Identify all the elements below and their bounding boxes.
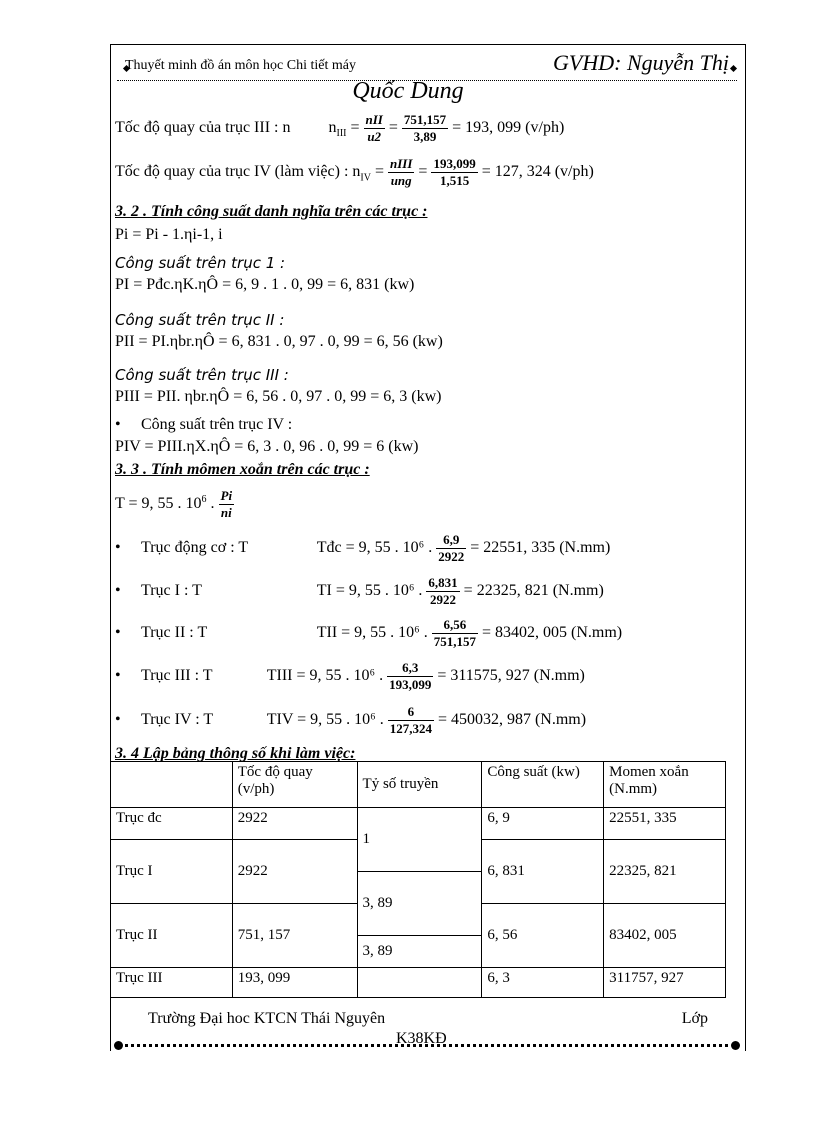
footer-school: Trường Đại hoc KTCN Thái Nguyên: [148, 1010, 386, 1027]
fraction: $\frac{6,56}{751,157}$: [433, 617, 476, 649]
ratio-cell: 1: [357, 808, 482, 872]
table-row: Trục I 2922 6, 831 22325, 821: [111, 840, 726, 872]
ratio-cell: 3, 89: [357, 872, 482, 936]
fraction: $\frac{6,831}{2922}$: [428, 575, 458, 607]
page-header: [117, 52, 737, 81]
header-left-text: Thuyết minh đồ án môn học Chi tiết máy: [125, 58, 356, 73]
header-speed: Tốc độ quay (v/ph): [232, 762, 357, 808]
pi-formula: Pi = Pi - 1.ηi-1, i: [115, 226, 223, 243]
speed-shaft-3: Tốc độ quay của trục III : n $n_{III}$ = $\frac{\text{nII}}{u2}$ = $\frac{751,157}{3,89}$ = 193, 099 (v/ph): [115, 112, 565, 144]
header-right-text: GVHD: Nguyễn Thị: [553, 50, 729, 75]
footer-rule: [118, 1044, 736, 1047]
ratio-cell: 3, 89: [357, 936, 482, 968]
header-ratio: Tỷ số truyền: [357, 762, 482, 808]
p1-title: Công suất trên trục 1 :: [115, 254, 286, 272]
table-header-row: [111, 762, 726, 808]
footer-class: K38KĐ: [396, 1030, 447, 1047]
footer-class-label: Lớp: [681, 1010, 708, 1027]
p4-formula: PIV = PIII.ηX.ηÔ = 6, 3 . 0, 96 . 0, 99 = 6 (kw): [115, 438, 419, 455]
fraction: $\frac{193,099}{1,515}$: [433, 156, 476, 188]
section-3-3-heading: 3. 3 . Tính mômen xoắn trên các trục :: [115, 461, 370, 478]
p4-title: • Công suất trên trục IV :: [115, 416, 293, 433]
fraction: $\frac{6}{127,324}$: [389, 704, 432, 736]
footer-left-dot: [114, 1041, 123, 1050]
torque-item: • Trục III : T TIII = 9, 55 . 10⁶ . $\frac{6,3}{193,099}$ = 311575, 927 (N.mm): [115, 660, 585, 692]
torque-item: • Trục II : T TII = 9, 55 . 10⁶ . $\frac{6,56}{751,157}$ = 83402, 005 (N.mm): [115, 617, 623, 649]
torque-item: • Trục IV : T TIV = 9, 55 . 10⁶ . $\frac{6}{127,324}$ = 450032, 987 (N.mm): [115, 704, 587, 736]
p1-formula: PI = Pđc.ηK.ηÔ = 6, 9 . 1 . 0, 99 = 6, 831 (kw): [115, 276, 415, 293]
fraction: $\frac{\text{nIII}}{\text{ung}}$: [389, 156, 413, 188]
torque-formula: T = 9, 55 . $10^6$ . $\frac{Pi}{ni}$: [115, 488, 233, 520]
p2-title: Công suất trên trục II :: [115, 311, 285, 329]
parameter-table: [110, 761, 726, 998]
fraction: $\frac{Pi}{ni}$: [220, 488, 233, 520]
torque-item: • Trục I : T TI = 9, 55 . 10⁶ . $\frac{6,831}{2922}$ = 22325, 821 (N.mm): [115, 575, 604, 607]
table-row: Trục II 751, 157 6, 56 83402, 005: [111, 904, 726, 936]
p2-formula: PII = PI.ηbr.ηÔ = 6, 831 . 0, 97 . 0, 99 = 6, 56 (kw): [115, 333, 443, 350]
fraction: $\frac{751,157}{3,89}$: [403, 112, 447, 144]
header-continuation: Quốc Dung: [352, 78, 464, 104]
p3-title: Công suất trên trục III :: [115, 366, 289, 384]
table-row: Trục III 193, 099 6, 3 311757, 927: [111, 968, 726, 998]
fraction: $\frac{6,3}{193,099}$: [389, 660, 432, 692]
footer-right-dot: [731, 1041, 740, 1050]
fraction: $\frac{6,9}{2922}$: [438, 532, 465, 564]
p3-formula: PIII = PII. ηbr.ηÔ = 6, 56 . 0, 97 . 0, 99 = 6, 3 (kw): [115, 388, 442, 405]
section-3-4-heading: 3. 4 Lập bảng thông số khi làm việc:: [115, 745, 356, 762]
section-3-2-heading: 3. 2 . Tính công suất danh nghĩa trên các trục :: [115, 203, 428, 220]
speed-shaft-4: Tốc độ quay của trục IV (làm việc) : $n_{IV}$ = $\frac{\text{nIII}}{\text{ung}}$ = $\frac{193,099}{1,515}$ = 127, 324 (v/ph): [115, 156, 594, 188]
fraction: $\frac{\text{nII}}{u2}$: [365, 112, 383, 144]
table-row: Trục đc 2922 1 6, 9 22551, 335: [111, 808, 726, 840]
header-power: Công suất (kw): [482, 762, 604, 808]
header-torque: Momen xoắn (N.mm): [604, 762, 726, 808]
torque-item: • Trục động cơ : T Tđc = 9, 55 . 10⁶ . $\frac{6,9}{2922}$ = 22551, 335 (N.mm): [115, 532, 611, 564]
